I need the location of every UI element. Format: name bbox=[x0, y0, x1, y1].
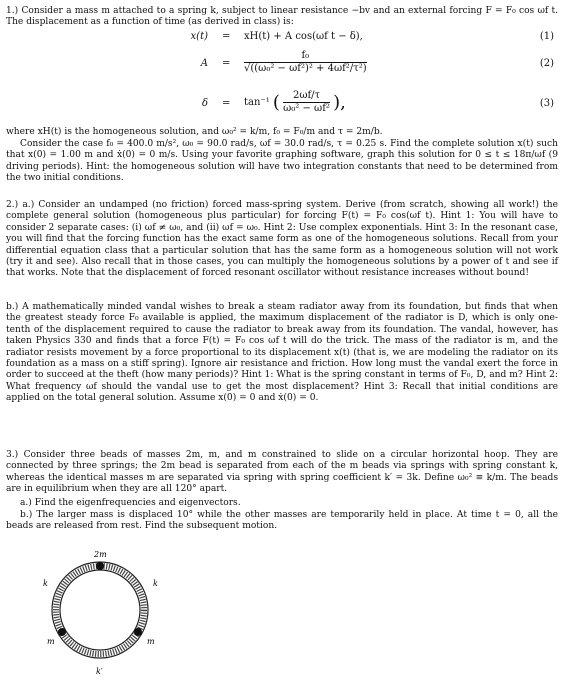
hoop-ring bbox=[52, 562, 148, 658]
eq2-number: (2) bbox=[539, 58, 554, 69]
bead-m-left bbox=[58, 628, 66, 636]
eq3-denominator: ω₀² − ωf² bbox=[283, 103, 330, 114]
eq2-fraction bbox=[244, 50, 367, 75]
label-k-right: k bbox=[153, 579, 158, 588]
eq2-lhs: A bbox=[200, 58, 208, 69]
eq3-lhs: δ bbox=[201, 98, 208, 109]
spring-coil bbox=[56, 566, 144, 654]
problem2-part-b: b.) A mathematically minded vandal wishes to break a steam radiator away from its foundation, but finds that when the greatest steady force F₀ available is applied, the maximum displacement of the radiator is D, which is only one-tenth of the displacement required to cause the radiator to break away from its foundation. The vandal, however, has taken Physics 330 and finds that a force F(t) = F₀ cos ωf t will do the trick. The mass of the radiator is m, and the radiator resists movement by a force proportional to its displacement x(t) (that is, we are modeling the radiator on its foundation as a mass on a stiff spring). Ignore air resistance and friction. How long must the vandal exert the force in order to succeed at the theft (how many periods)? Hint 1: What is the spring constant in terms of F₀, D, and m? Hint 2: What frequency ωf should the vandal use to get the most displacement? Hint 3: Recall that initial conditions are applied on the total general solution. Assume x(0) = 0 and ẋ(0) = 0. bbox=[6, 302, 558, 404]
label-k-prime: k′ bbox=[96, 667, 103, 676]
eq3-fraction bbox=[283, 90, 330, 115]
label-2m: 2m bbox=[94, 550, 107, 559]
hoop-figure bbox=[35, 548, 165, 678]
equation-3: δ = tan⁻¹ ( $\frac{2\omega f/\tau}{\text{ω₀² − ωf²}}$ ), (3) bbox=[201, 90, 554, 114]
eq2-denominator: √((ω₀² − ωf²)² + 4ωf²/τ²) bbox=[244, 63, 367, 74]
problem3-intro: 3.) Consider three beads of masses 2m, m, and m constrained to slide on a circular horizontal hoop. They are connected by three springs; the 2m bead is separated from each of the m beads via springs with spring constant k, whereas the identical masses m are separated via spring with spring coefficient k′ = 3k. Define ω₀² ≡ k/m. The beads are in equilibrium when they are all 120° apart. bbox=[6, 450, 558, 495]
eq3-function: tan⁻¹ bbox=[244, 97, 270, 108]
problem3-part-b: b.) The larger mass is displaced 10° while the other masses are temporarily held in place. At time t = 0, all the beads are released from rest. Find the subsequent motion. bbox=[6, 510, 558, 532]
problem1-case: Consider the case f₀ = 400.0 m/s², ω₀ = 90.0 rad/s, ωf = 30.0 rad/s, τ = 0.25 s. Find the complete solution x(t) such that x(0) = 1.00 m and ẋ(0) = 0 m/s. Using your favorite graphing software, graph this solution for 0 ≤ t ≤ 18π/ωf (9 driving periods). Hint: the homogeneous solution will have two integration constants that need to be determined from the two initial conditions. bbox=[6, 139, 558, 184]
eq1-number: (1) bbox=[539, 31, 554, 42]
problem1-intro: 1.) Consider a mass m attached to a spring k, subject to linear resistance −bv and an external forcing F = F₀ cos ωf t. The displacement as a function of time (as derived in class) is: bbox=[6, 6, 558, 28]
eq3-numerator: 2ωf/τ bbox=[283, 90, 330, 103]
eq3-number: (3) bbox=[539, 98, 554, 109]
problem2-part-a: 2.) a.) Consider an undamped (no friction) forced mass-spring system. Derive (from scratch, showing all work!) the complete general solution (homogeneous plus particular) for forcing F(t) = F₀ cos(ωf t). Hint 1: You will have to consider 2 separate cases: (i) ωf ≠ ω₀, and (ii) ωf = ω₀. Hint 2: Use complex exponentials. Hint 3: In the resonant case, you will find that the forcing function has the exact same form as one of the homogeneous solutions. Recall from your differential equation class that a particular solution that has the same form as a homogeneous solution will not work (try it and see). Also recall that in those cases, you can multiply the homogeneous solutions by a power of t and see if that works. Note that the displacement of forced resonant oscillator without resistance increases without bound! bbox=[6, 200, 558, 279]
eq1-rhs: xH(t) + A cos(ωf t − δ), bbox=[244, 31, 363, 42]
bead-m-right bbox=[134, 628, 142, 636]
label-m-right: m bbox=[147, 637, 155, 646]
eq1-lhs: x(t) bbox=[190, 31, 208, 42]
problem3-part-a: a.) Find the eigenfrequencies and eigenvectors. bbox=[20, 498, 241, 508]
eq2-numerator: f₀ bbox=[244, 50, 367, 63]
problem1-where: where xH(t) is the homogeneous solution, and ω₀² = k/m, f₀ = F₀/m and τ = 2m/b. bbox=[6, 127, 383, 137]
label-m-left: m bbox=[47, 637, 55, 646]
equation-1: x(t) = xH(t) + A cos(ωf t − δ), (1) bbox=[190, 31, 554, 42]
label-k-left: k bbox=[43, 579, 48, 588]
bead-2m bbox=[96, 562, 104, 570]
equation-2: A = $\frac{\text{f₀}}{\text{√((ω₀² − ωf²)² + 4ωf²/τ²)}}$ (2) bbox=[200, 50, 554, 74]
hoop-ring-inner bbox=[60, 570, 140, 650]
